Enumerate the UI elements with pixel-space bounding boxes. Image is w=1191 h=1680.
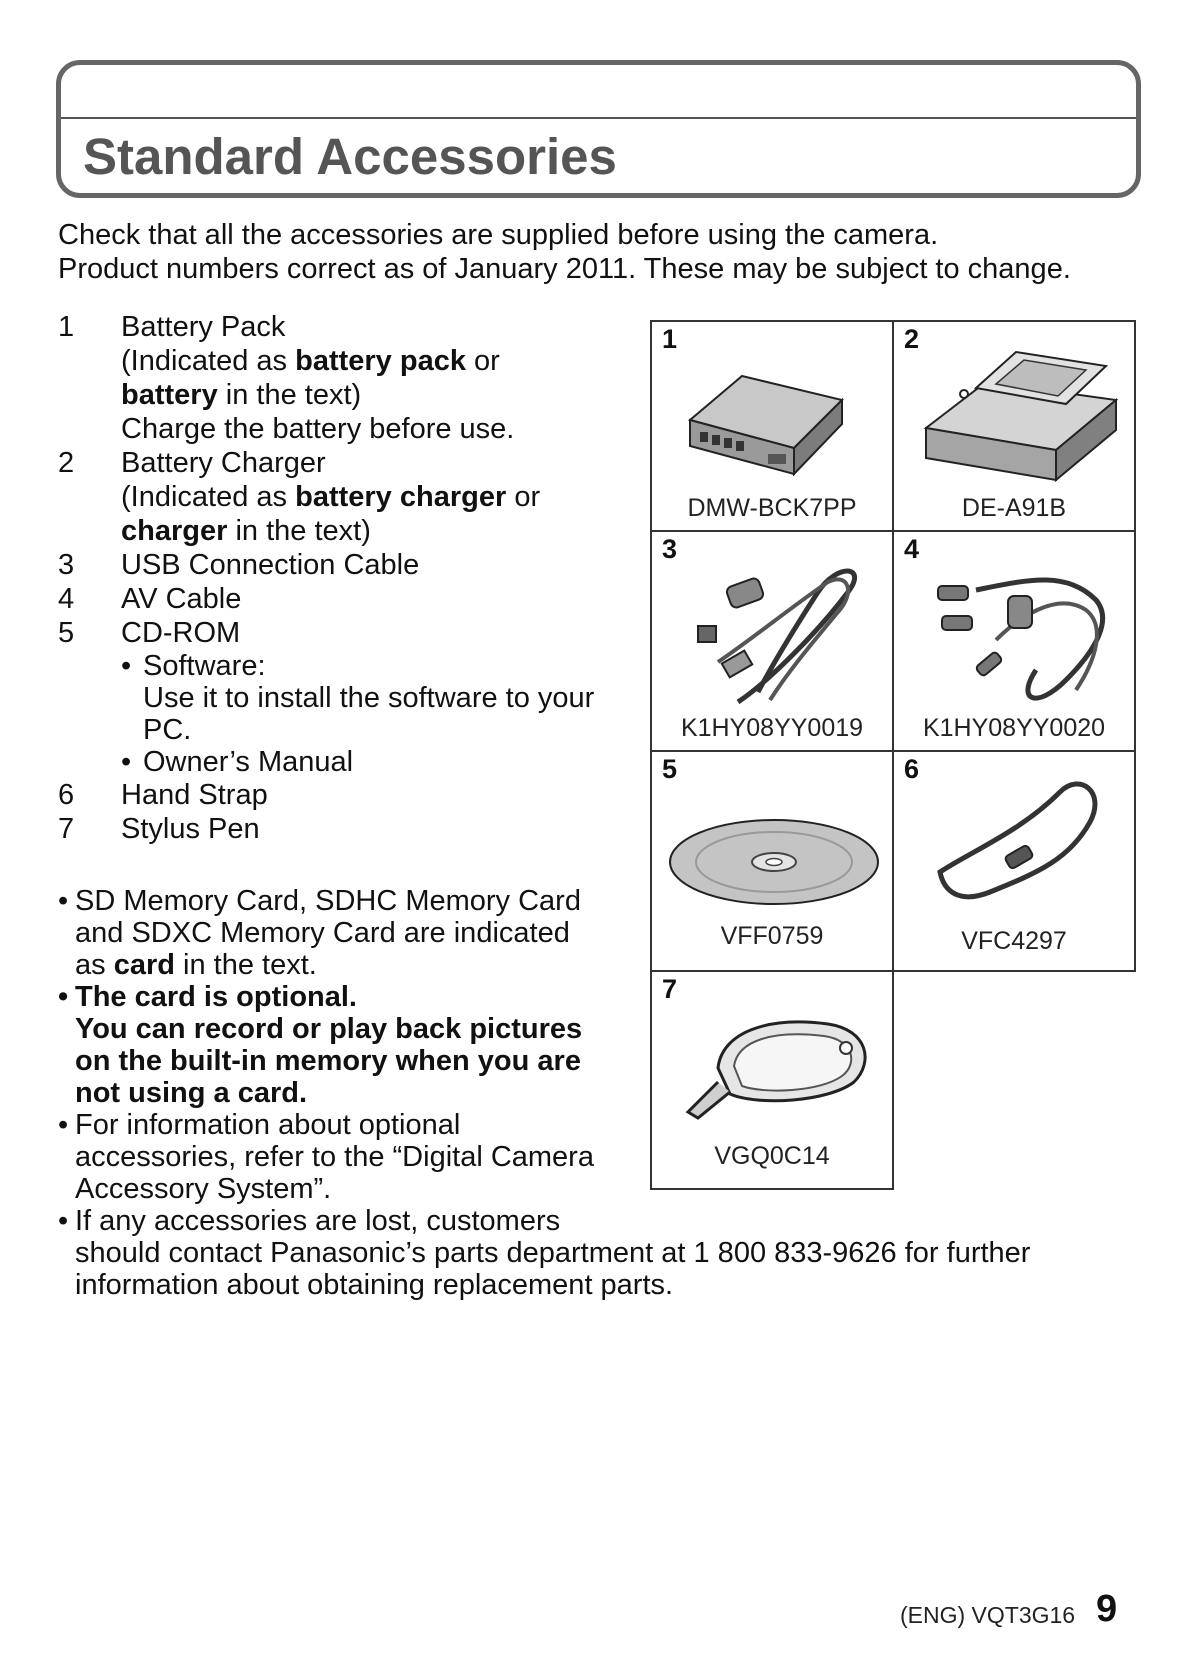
item-number: 4 [58,583,75,615]
note-line: You can record or play back pictures [75,1013,583,1045]
list-item [58,616,638,778]
title-rule [61,117,1136,119]
grid-cell-av-cable [892,530,1136,752]
sub-item-title: Owner’s Manual [143,746,354,778]
note-line: not using a card. [75,1077,308,1109]
cell-number: 2 [904,324,920,354]
item-number: 1 [58,311,75,343]
battery-charger-icon [916,332,1126,492]
list-item [58,582,638,616]
accessory-grid [650,320,1134,1190]
product-code: VGQ0C14 [714,1142,830,1170]
note-line: on the built-in memory when you are [75,1045,581,1077]
sub-item-title: Software: [143,650,266,682]
note-line: should contact Panasonic’s parts department at 1 800 833-9626 for further [75,1237,1031,1269]
item-name: Hand Strap [121,779,268,811]
note-line: and SDXC Memory Card are indicated [75,917,570,949]
grid-cell-hand-strap [892,750,1136,972]
item-note: (Indicated as battery pack or [121,345,500,377]
grid-cell-usb-cable [650,530,894,752]
item-note: charger in the text) [121,515,371,547]
intro-line: Product numbers correct as of January 2011. These may be subject to change. [58,253,1071,285]
usb-cable-icon [678,552,878,712]
product-code: K1HY08YY0019 [680,714,864,742]
cell-number: 5 [662,754,678,784]
grid-cell-stylus [650,970,894,1190]
list-item [58,812,638,846]
bullet: • [121,650,132,682]
item-extra: Charge the battery before use. [121,413,515,445]
grid-cell-battery [650,320,894,532]
product-code: VFF0759 [720,922,824,950]
item-number: 3 [58,549,75,581]
item-name: CD-ROM [121,617,241,649]
product-code: K1HY08YY0020 [922,714,1106,742]
note-line: accessories, refer to the “Digital Camera [75,1141,594,1173]
note-line: as card in the text. [75,949,317,981]
item-number: 6 [58,779,75,811]
note-line: If any accessories are lost, customers [75,1205,561,1237]
bullet: • [58,981,69,1013]
sub-item-text: Use it to install the software to your [143,682,595,714]
list-item [58,548,638,582]
title-box [56,60,1141,198]
cd-rom-icon [664,812,884,912]
item-number: 2 [58,447,75,479]
page-number: 9 [1096,1588,1118,1630]
item-name: USB Connection Cable [121,549,420,581]
note-line: Accessory System”. [75,1173,332,1205]
note-line: SD Memory Card, SDHC Memory Card [75,885,581,917]
item-name: Battery Charger [121,447,326,479]
document-code: (ENG) VQT3G16 [900,1602,1076,1628]
note-line: information about obtaining replacement parts. [75,1269,674,1301]
product-code: DMW-BCK7PP [687,494,857,522]
cell-number: 6 [904,754,920,784]
item-name: AV Cable [121,583,242,615]
intro-line: Check that all the accessories are supplied before using the camera. [58,219,939,251]
cell-number: 7 [662,974,678,1004]
battery-pack-icon [682,348,862,488]
accessory-list [58,310,638,846]
page-title: Standard Accessories [83,128,617,185]
cell-number: 1 [662,324,678,354]
bullet: • [58,885,69,917]
grid-cell-charger [892,320,1136,532]
item-name: Battery Pack [121,311,286,343]
product-code: DE-A91B [961,494,1067,522]
item-number: 7 [58,813,75,845]
av-cable-icon [916,550,1126,715]
note-item [58,1205,1118,1301]
item-note: battery in the text) [121,379,362,411]
sub-item [121,746,638,778]
bullet: • [58,1205,69,1237]
cell-number: 4 [904,534,920,564]
list-item [58,446,638,548]
bullet: • [121,746,132,778]
note-line: The card is optional. [75,981,357,1013]
intro-text [58,218,1071,286]
item-number: 5 [58,617,75,649]
item-note: (Indicated as battery charger or [121,481,541,513]
note-line: For information about optional [75,1109,461,1141]
grid-cell-cd-rom [650,750,894,972]
sub-item-text: PC. [143,714,192,746]
bullet: • [58,1109,69,1141]
item-name: Stylus Pen [121,813,260,845]
product-code: VFC4297 [961,927,1067,955]
stylus-pen-icon [678,1002,878,1132]
list-item [58,778,638,812]
hand-strap-icon [930,772,1110,922]
list-item [58,310,638,446]
sub-item [121,650,638,746]
cell-number: 3 [662,534,678,564]
